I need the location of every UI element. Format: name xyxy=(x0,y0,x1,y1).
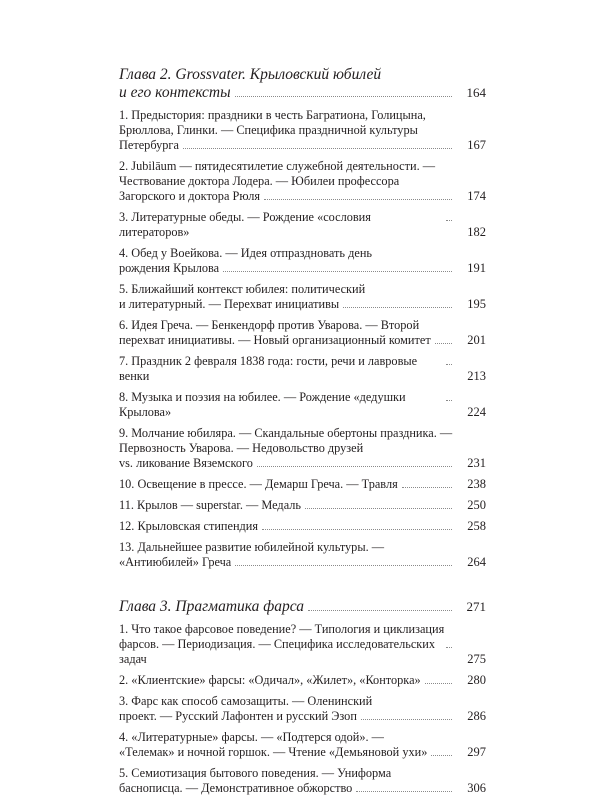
entry-line: Петербурга xyxy=(119,138,179,152)
dot-leader xyxy=(223,271,452,272)
dot-leader xyxy=(183,148,452,149)
entry-line: 12. Крыловская стипендия xyxy=(119,519,259,533)
entry-line: 4. «Литературные» фарсы. — «Подтерся одой». — xyxy=(119,730,384,744)
dot-leader xyxy=(446,220,452,221)
toc-entry xyxy=(119,766,486,796)
toc-entry xyxy=(119,246,486,276)
page-number: 174 xyxy=(467,189,486,203)
entry-line: 1. Предыстория: праздники в честь Багратиона, Голицына, xyxy=(119,108,426,122)
dot-leader xyxy=(446,364,452,365)
toc-entry xyxy=(119,694,486,724)
toc-entry xyxy=(119,622,486,667)
page-number: 275 xyxy=(467,652,486,666)
entry-line: «Телемак» и ночной горшок. — Чтение «Демьяновой ухи» xyxy=(119,745,428,759)
chapter-title-line2: и его контексты xyxy=(119,84,231,101)
toc-entry xyxy=(119,390,486,420)
dot-leader xyxy=(361,719,452,720)
dot-leader xyxy=(425,683,452,684)
toc-entry xyxy=(119,477,486,492)
page-number: 271 xyxy=(466,599,486,614)
toc-entry xyxy=(119,210,486,240)
entry-line: 13. Дальнейшее развитие юбилейной культуры. — xyxy=(119,540,385,554)
toc-entry xyxy=(119,540,486,570)
table-of-contents xyxy=(119,66,486,796)
entry-line: Загорского и доктора Рюля xyxy=(119,189,260,203)
entry-line: 3. Литературные обеды. — Рождение «сословия литераторов» xyxy=(119,210,371,239)
dot-leader xyxy=(235,96,452,97)
entry-line: 3. Фарс как способ самозащиты. — Оленинский xyxy=(119,694,373,708)
toc-entry xyxy=(119,498,486,513)
page-number: 280 xyxy=(467,673,486,687)
toc-entry xyxy=(119,318,486,348)
entry-line: фарсов. — Периодизация. — Специфика исследовательских задач xyxy=(119,637,435,666)
chapter-3 xyxy=(119,598,486,796)
entry-line: «Антиюбилей» Греча xyxy=(119,555,232,569)
dot-leader xyxy=(435,343,452,344)
dot-leader xyxy=(308,610,452,611)
page-number: 167 xyxy=(467,138,486,152)
page-number: 195 xyxy=(467,297,486,311)
dot-leader xyxy=(343,307,452,308)
toc-entry xyxy=(119,673,486,688)
entry-line: vs. ликование Вяземского xyxy=(119,456,253,470)
page-number: 231 xyxy=(467,456,486,470)
page-number: 297 xyxy=(467,745,486,759)
page-number: 213 xyxy=(467,369,486,383)
toc-entry xyxy=(119,519,486,534)
chapter-title xyxy=(119,598,486,616)
chapter-title-line2: Глава 3. Прагматика фарса xyxy=(119,598,304,615)
page-number: 191 xyxy=(467,261,486,275)
dot-leader xyxy=(257,466,452,467)
page-number: 224 xyxy=(467,405,486,419)
dot-leader xyxy=(262,529,452,530)
page-number: 258 xyxy=(467,519,486,533)
entry-line: 5. Семиотизация бытового поведения. — Униформа xyxy=(119,766,392,780)
toc-entry xyxy=(119,730,486,760)
chapter-title xyxy=(119,66,486,102)
page-number: 164 xyxy=(466,85,486,100)
entry-line: 11. Крылов — superstar. — Медаль xyxy=(119,498,302,512)
entry-line: 9. Молчание юбиляра. — Скандальные обертоны праздника. — xyxy=(119,426,453,440)
dot-leader xyxy=(431,755,452,756)
entry-line: 10. Освещение в прессе. — Демарш Греча. — Травля xyxy=(119,477,398,491)
dot-leader xyxy=(446,647,452,648)
entry-line: 8. Музыка и поэзия на юбилее. — Рождение «дедушки Крылова» xyxy=(119,390,406,419)
dot-leader xyxy=(264,199,452,200)
chapter-title-line1: Глава 2. Grossvater. Крыловский юбилей xyxy=(119,66,382,83)
dot-leader xyxy=(402,487,452,488)
entry-line: 5. Ближайший контекст юбилея: политический xyxy=(119,282,366,296)
page-number: 201 xyxy=(467,333,486,347)
entry-line: Брюллова, Глинки. — Специфика праздничной культуры xyxy=(119,123,418,137)
toc-entry xyxy=(119,282,486,312)
toc-entry xyxy=(119,108,486,153)
page-number: 306 xyxy=(467,781,486,795)
page-number: 238 xyxy=(467,477,486,491)
page-number: 286 xyxy=(467,709,486,723)
toc-entry xyxy=(119,426,486,471)
entry-line: 2. «Клиентские» фарсы: «Одичал», «Жилет», «Конторка» xyxy=(119,673,421,687)
entry-line: рождения Крылова xyxy=(119,261,220,275)
dot-leader xyxy=(356,791,452,792)
dot-leader xyxy=(446,400,452,401)
toc-entry xyxy=(119,354,486,384)
entry-line: баснописца. — Демонстративное обжорство xyxy=(119,781,353,795)
entry-line: и литературный. — Перехват инициативы xyxy=(119,297,340,311)
dot-leader xyxy=(305,508,452,509)
entry-line: 7. Праздник 2 февраля 1838 года: гости, речи и лавровые венки xyxy=(119,354,418,383)
entry-line: перехват инициативы. — Новый организационный комитет xyxy=(119,333,431,347)
page-number: 264 xyxy=(467,555,486,569)
entry-line: Первозность Уварова. — Недовольство друзей xyxy=(119,441,364,455)
entry-line: 6. Идея Греча. — Бенкендорф против Уварова. — Второй xyxy=(119,318,420,332)
entry-line: 1. Что такое фарсовое поведение? — Типология и циклизация xyxy=(119,622,445,636)
entry-line: 4. Обед у Воейкова. — Идея отпраздновать день xyxy=(119,246,373,260)
entry-line: 2. Jubilāum — пятидесятилетие служебной деятельности. — xyxy=(119,159,436,173)
page-number: 182 xyxy=(467,225,486,239)
entry-line: проект. — Русский Лафонтен и русский Эзоп xyxy=(119,709,357,723)
dot-leader xyxy=(235,565,452,566)
toc-entry xyxy=(119,159,486,204)
page-number: 250 xyxy=(467,498,486,512)
entry-line: Чествование доктора Лодера. — Юбилеи профессора xyxy=(119,174,400,188)
chapter-2 xyxy=(119,66,486,570)
